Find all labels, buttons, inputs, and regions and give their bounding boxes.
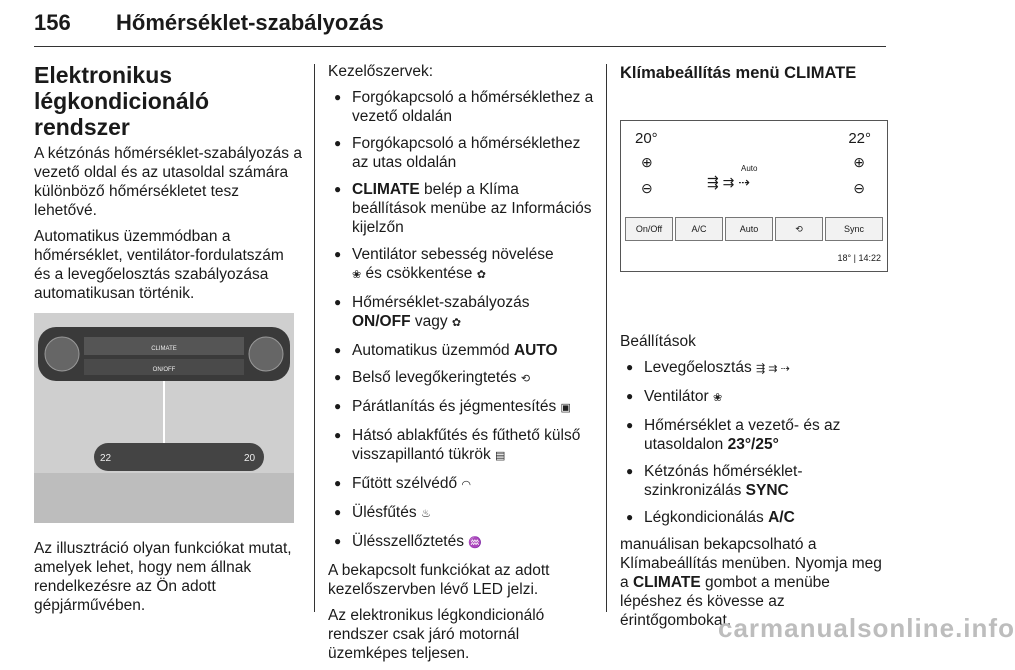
list-item: ● Párátlanítás és jégmentesítés ▣ bbox=[328, 397, 596, 418]
list-item: ● Ülésszellőztetés ♒ bbox=[328, 532, 596, 553]
list-item: ● Automatikus üzemmód AUTO bbox=[328, 341, 596, 360]
page-header bbox=[34, 4, 886, 44]
control-panel-photo bbox=[34, 313, 294, 523]
intro-paragraph: A kétzónás hőmérséklet-szabályozás a vezető oldal és az utasoldal számára különböző hőmérsékletet tesz lehetővé. bbox=[34, 145, 302, 219]
air-distribution-icon: ⇶ ⇉ ⇢ bbox=[756, 363, 790, 375]
settings-title: Beállítások bbox=[620, 333, 696, 350]
sync-button[interactable]: Sync bbox=[825, 217, 883, 241]
left-up-icon[interactable]: ⊕ bbox=[641, 154, 653, 170]
header-rule bbox=[34, 46, 886, 47]
defrost-icon: ▣ bbox=[560, 402, 571, 414]
svg-text:CLIMATE: CLIMATE bbox=[151, 346, 177, 352]
section-heading: Elektronikus légkondicionáló rendszer bbox=[34, 62, 210, 140]
onoff-button[interactable]: On/Off bbox=[625, 217, 673, 241]
list-item: ● Forgókapcsoló a hőmérséklethez az utas oldalán bbox=[328, 134, 596, 172]
seat-heat-icon: ♨ bbox=[420, 508, 431, 520]
list-item: ● Hőmérséklet-szabályozás ON/OFF vagy ✿ bbox=[328, 293, 596, 333]
list-item: ● Fűtött szélvédő ◠ bbox=[328, 474, 596, 495]
list-item: ● CLIMATE belép a Klíma beállítások menübe az Információs kijelzőn bbox=[328, 180, 596, 237]
list-item: ● Ülésfűtés ♨ bbox=[328, 503, 596, 524]
list-item: ● Ventilátor sebesség növelése ❀ és csökkentése ✿ bbox=[328, 245, 596, 285]
column-1 bbox=[34, 62, 302, 622]
svg-text:22: 22 bbox=[100, 453, 112, 464]
list-item: ● Hátsó ablakfűtés és fűthető külső visszapillantó tükrök ▤ bbox=[328, 426, 596, 466]
list-item: ● Kétzónás hőmérséklet-szinkronizálás SYNC bbox=[620, 462, 890, 500]
list-item: ● Hőmérséklet a vezető- és az utasoldalon 23°/25° bbox=[620, 416, 890, 454]
auto-button[interactable]: Auto bbox=[725, 217, 773, 241]
list-item: ● Légkondicionálás A/C bbox=[620, 508, 890, 527]
svg-text:20: 20 bbox=[244, 453, 256, 464]
ac-button[interactable]: A/C bbox=[675, 217, 723, 241]
windscreen-icon: ◠ bbox=[461, 479, 472, 491]
closing-paragraph: manuálisan bekapcsolható a Klímabeállítás menüben. Nyomja meg a CLIMATE gombot a menübe lépéshez és kövesse az érintőgombokat. bbox=[620, 536, 882, 629]
settings-list bbox=[620, 358, 890, 527]
list-item: ● Levegőelosztás ⇶ ⇉ ⇢ bbox=[620, 358, 890, 379]
fan-icon: ❀ bbox=[352, 269, 362, 281]
climate-menu-heading: Klímabeállítás menü CLIMATE bbox=[620, 64, 857, 82]
list-item: ● Belső levegőkeringtetés ⟲ bbox=[328, 368, 596, 389]
left-down-icon[interactable]: ⊖ bbox=[641, 180, 653, 196]
motor-paragraph: Az elektronikus légkondicionáló rendszer csak járó motornál üzemképes teljesen. bbox=[328, 607, 545, 662]
column-divider-2 bbox=[606, 64, 607, 612]
fan-icon: ❀ bbox=[712, 392, 723, 404]
screen-auto-label: Auto bbox=[741, 164, 758, 173]
auto-paragraph: Automatikus üzemmódban a hőmérséklet, ventilátor-fordulatszám és a levegőelosztás szabályozása automatikusan történik. bbox=[34, 228, 284, 302]
svg-text:ON/OFF: ON/OFF bbox=[152, 367, 176, 373]
controls-intro: Kezelőszervek: bbox=[328, 63, 434, 80]
column-3 bbox=[620, 62, 890, 637]
screen-status: 18° | 14:22 bbox=[837, 253, 881, 263]
column-2 bbox=[328, 62, 596, 670]
right-up-icon[interactable]: ⊕ bbox=[853, 154, 865, 170]
controls-list bbox=[328, 88, 596, 553]
fan-off-icon: ✿ bbox=[451, 317, 462, 329]
screen-left-temp: 20° bbox=[635, 130, 658, 147]
fan-small-icon: ✿ bbox=[476, 269, 486, 281]
led-paragraph: A bekapcsolt funkciókat az adott kezelőszervben lévő LED jelzi. bbox=[328, 562, 550, 598]
column-divider-1 bbox=[314, 64, 315, 612]
right-down-icon[interactable]: ⊖ bbox=[853, 180, 865, 196]
photo-caption: Az illusztráció olyan funkciókat mutat, amelyek lehet, hogy nem állnak rendelkezésre az Ön adott gépjárművében. bbox=[34, 540, 292, 614]
seat-vent-icon: ♒ bbox=[468, 537, 483, 549]
rear-window-icon: ▤ bbox=[495, 450, 506, 462]
list-item: ● Ventilátor ❀ bbox=[620, 387, 890, 408]
recirculation-icon: ⟲ bbox=[520, 373, 531, 385]
page-title: Hőmérséklet-szabályozás bbox=[116, 10, 384, 35]
airflow-icon[interactable]: ⇶ ⇉ ⇢ bbox=[707, 174, 750, 190]
watermark: carmanualsonline.info bbox=[718, 613, 1015, 643]
list-item: ● Forgókapcsoló a hőmérséklethez a vezető oldalán bbox=[328, 88, 596, 126]
screen-right-temp: 22° bbox=[848, 130, 871, 147]
climate-screen bbox=[620, 120, 888, 272]
recirc-button[interactable]: ⟲ bbox=[775, 217, 823, 241]
page-number: 156 bbox=[34, 10, 71, 35]
